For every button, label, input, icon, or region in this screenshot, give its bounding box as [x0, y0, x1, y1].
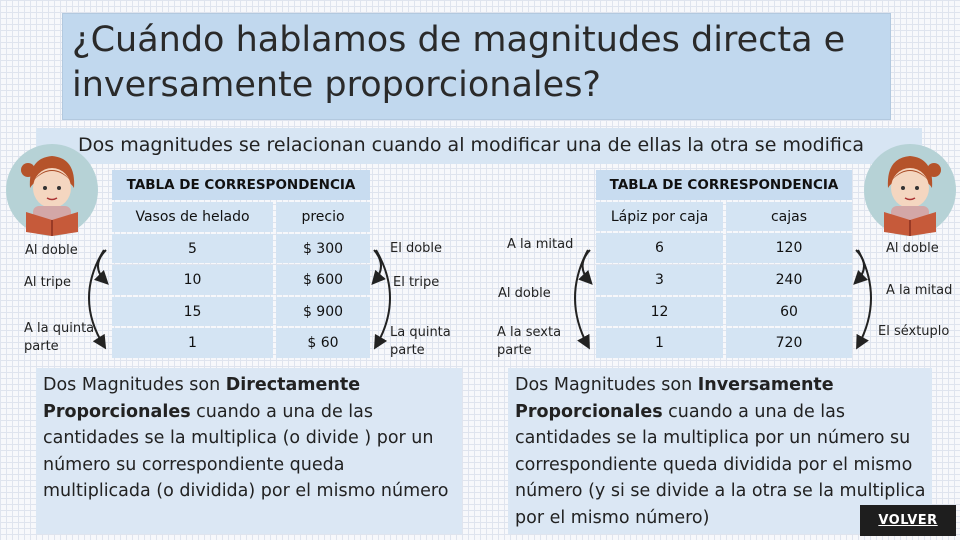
table-cell: 12: [596, 297, 723, 326]
left-table-label-el-tripe: El tripe: [393, 275, 440, 290]
right-table-label-el-sextuplo: El séxtuplo: [878, 324, 950, 339]
direct-text-intro: Dos Magnitudes son: [43, 375, 226, 395]
left-table-label-al-doble: Al doble: [25, 243, 78, 258]
left-table-label-el-doble: El doble: [390, 241, 443, 256]
right-table-title: TABLA DE CORRESPONDENCIA: [596, 170, 852, 200]
left-table-label-quinta-parte: A la quinta parte: [24, 321, 95, 354]
direct-text-term: Directamente Proporcionales: [43, 375, 361, 422]
table-cell: $ 60: [276, 328, 370, 358]
left-table-title: TABLA DE CORRESPONDENCIA: [112, 170, 370, 200]
inverse-text-body: cuando a una de las cantidades se la multiplica por un número su correspondiente queda dividida por el mismo número (y si se divide a la otra se la multiplica por el mismo número): [515, 401, 926, 528]
table-cell: 1: [112, 328, 273, 358]
direct-proportion-text: [43, 372, 457, 505]
inverse-text-term: Inversamente Proporcionales: [515, 375, 834, 422]
right-table-header-pencils: Lápiz por caja: [596, 202, 723, 231]
table-cell: 15: [112, 297, 273, 326]
table-cell: 240: [726, 265, 852, 295]
direct-text-body: cuando a una de las cantidades se la multiplica (o divide ) por un número su correspondiente queda multiplicada (o dividida) por el mismo número: [43, 401, 449, 501]
table-cell: 1: [596, 328, 723, 358]
right-table-label-al-doble-result: Al doble: [886, 241, 939, 256]
volver-button[interactable]: VOLVER: [860, 505, 956, 536]
table-cell: 5: [112, 234, 273, 263]
left-table-label-al-tripe: Al tripe: [24, 275, 71, 290]
right-table-label-a-la-mitad: A la mitad: [507, 237, 574, 252]
table-cell: 3: [596, 265, 723, 295]
page-title: ¿Cuándo hablamos de magnitudes directa e inversamente proporcionales?: [72, 20, 846, 105]
table-cell: $ 300: [276, 234, 370, 263]
table-cell: $ 900: [276, 297, 370, 326]
inverse-text-intro: Dos Magnitudes son: [515, 375, 698, 395]
table-cell: 60: [726, 297, 852, 326]
table-cell: 720: [726, 328, 852, 358]
right-table-label-a-la-mitad-result: A la mitad: [886, 283, 953, 298]
right-table-label-al-doble: Al doble: [498, 286, 551, 301]
right-table-label-sexta-parte: A la sexta parte: [497, 325, 562, 358]
left-table-label-la-quinta-parte: La quinta parte: [390, 325, 451, 358]
table-cell: $ 600: [276, 265, 370, 295]
subtitle: Dos magnitudes se relacionan cuando al modificar una de ellas la otra se modifica: [78, 134, 864, 156]
table-cell: 6: [596, 233, 723, 263]
table-cell: 10: [112, 265, 273, 295]
left-table-header-quantity: Vasos de helado: [112, 202, 273, 232]
right-table-header-boxes: cajas: [726, 202, 852, 231]
table-cell: 120: [726, 233, 852, 263]
left-table-header-price: precio: [276, 202, 370, 232]
